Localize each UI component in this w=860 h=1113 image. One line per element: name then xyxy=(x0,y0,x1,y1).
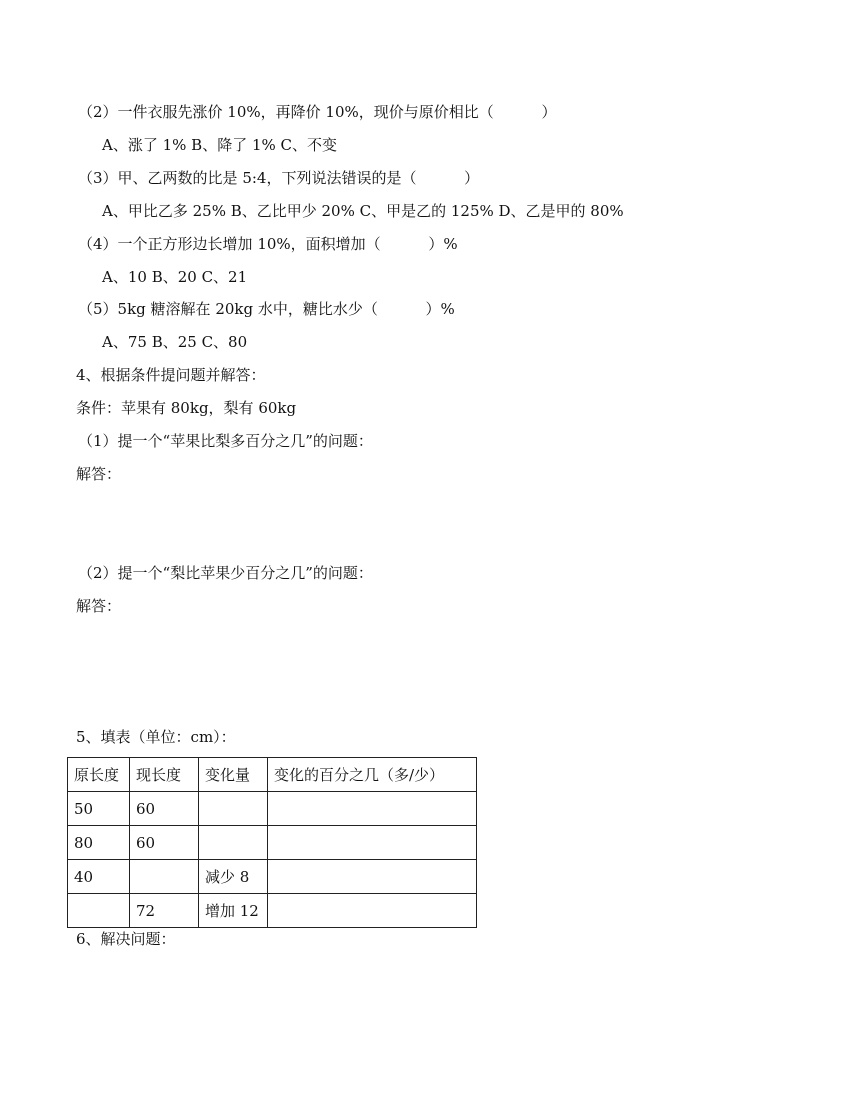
fill-in-table xyxy=(67,757,477,928)
table-cell: 72 xyxy=(130,894,199,928)
table-cell: 60 xyxy=(130,826,199,860)
table-cell: 60 xyxy=(130,792,199,826)
answer-label: 解答： xyxy=(76,465,122,483)
table-cell: 50 xyxy=(68,792,130,826)
table-cell[interactable] xyxy=(268,826,477,860)
table-cell: 80 xyxy=(68,826,130,860)
section-title: 5、填表（单位：cm）： xyxy=(76,728,236,746)
table-cell: 增加 12 xyxy=(199,894,268,928)
column-header: 变化的百分之几（多/少） xyxy=(268,758,477,792)
table-cell[interactable] xyxy=(199,826,268,860)
question-text: （4）一个正方形边长增加 10%，面积增加（ ）% xyxy=(78,235,458,253)
table-cell: 40 xyxy=(68,860,130,894)
condition-text: 条件：苹果有 80kg，梨有 60kg xyxy=(76,399,297,417)
question-text: （3）甲、乙两数的比是 5:4，下列说法错误的是（ ） xyxy=(78,169,480,187)
table-cell[interactable] xyxy=(268,860,477,894)
column-header: 原长度 xyxy=(68,758,130,792)
table-cell[interactable] xyxy=(268,894,477,928)
question-text: （5）5kg 糖溶解在 20kg 水中，糖比水少（ ）% xyxy=(78,300,455,318)
table-row xyxy=(68,860,477,894)
table-row xyxy=(68,826,477,860)
table-cell: 减少 8 xyxy=(199,860,268,894)
section-title: 4、根据条件提问题并解答： xyxy=(76,366,266,384)
table-cell[interactable] xyxy=(130,860,199,894)
table-row xyxy=(68,894,477,928)
answer-options: A、甲比乙多 25% B、乙比甲少 20% C、甲是乙的 125% D、乙是甲的 80% xyxy=(102,202,624,220)
answer-options: A、涨了 1% B、降了 1% C、不变 xyxy=(102,136,337,154)
section-title: 6、解决问题： xyxy=(76,930,176,948)
answer-options: A、10 B、20 C、21 xyxy=(102,268,248,286)
question-text: （2）一件衣服先涨价 10%，再降价 10%，现价与原价相比（ ） xyxy=(78,103,557,121)
part-2-prompt: （2）提一个“梨比苹果少百分之几”的问题： xyxy=(78,564,373,582)
table-row xyxy=(68,792,477,826)
part-1-prompt: （1）提一个“苹果比梨多百分之几”的问题： xyxy=(78,432,373,450)
column-header: 变化量 xyxy=(199,758,268,792)
answer-label: 解答： xyxy=(76,597,122,615)
table-header-row xyxy=(68,758,477,792)
table-cell[interactable] xyxy=(68,894,130,928)
table-cell[interactable] xyxy=(199,792,268,826)
answer-options: A、75 B、25 C、80 xyxy=(102,333,248,351)
column-header: 现长度 xyxy=(130,758,199,792)
table-cell[interactable] xyxy=(268,792,477,826)
